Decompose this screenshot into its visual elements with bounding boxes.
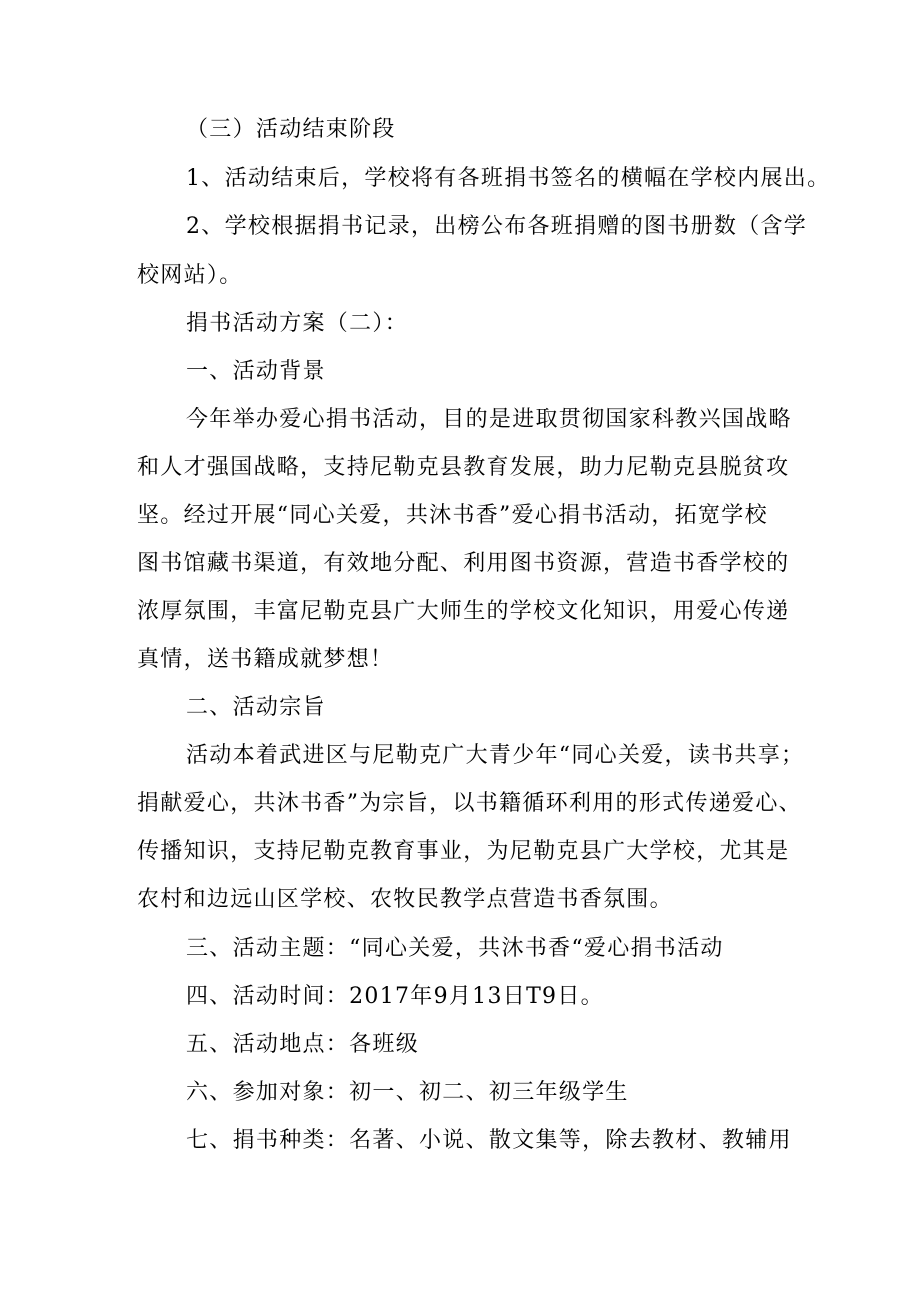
paragraph-line: 真情，送书籍成就梦想！ xyxy=(137,647,394,672)
paragraph-line: 校网站）。 xyxy=(137,263,243,288)
paragraph-line: 今年举办爱心捐书活动，目的是进取贯彻国家科教兴国战略 xyxy=(186,407,792,432)
section-heading-background: 一、活动背景 xyxy=(186,359,326,384)
paragraph-line: 和人才强国战略，支持尼勒克县教育发展，助力尼勒克县脱贫攻 xyxy=(137,455,790,480)
paragraph-line: 1、活动结束后，学校将有各班捐书签名的横幅在学校内展出。 xyxy=(186,166,831,191)
section-heading-participants: 六、参加对象：初一、初二、初三年级学生 xyxy=(186,1080,629,1105)
section-heading-purpose: 二、活动宗旨 xyxy=(186,695,326,720)
paragraph-line: 坚。经过开展“同心关爱，共沐书香”爱心捐书活动，拓宽学校 xyxy=(137,503,768,528)
paragraph-line: 农村和边远山区学校、农牧民教学点营造书香氛围。 xyxy=(137,887,673,912)
section-heading-location: 五、活动地点：各班级 xyxy=(186,1032,420,1057)
section-heading-book-types: 七、捐书种类：名著、小说、散文集等，除去教材、教辅用 xyxy=(186,1128,792,1153)
section-heading-end-stage: （三）活动结束阶段 xyxy=(186,117,396,142)
paragraph-line: 传播知识，支持尼勒克教育事业，为尼勒克县广大学校，尤其是 xyxy=(137,839,790,864)
paragraph-line: 浓厚氛围，丰富尼勒克县广大师生的学校文化知识，用爱心传递 xyxy=(137,599,790,624)
paragraph-line: 捐献爱心，共沐书香”为宗旨，以书籍循环利用的形式传递爱心、 xyxy=(137,791,802,816)
section-heading-time: 四、活动时间：2017年9月13日T9日。 xyxy=(186,984,604,1009)
plan-title: 捐书活动方案（二）： xyxy=(186,311,409,336)
paragraph-line: 活动本着武进区与尼勒克广大青少年“同心关爱，读书共享； xyxy=(186,743,805,768)
section-heading-theme: 三、活动主题：“同心关爱，共沐书香“爱心捐书活动 xyxy=(186,936,724,961)
paragraph-line: 图书馆藏书渠道，有效地分配、利用图书资源，营造书香学校的 xyxy=(137,551,790,576)
paragraph-line: 2、学校根据捐书记录，出榜公布各班捐赠的图书册数（含学 xyxy=(186,214,808,239)
